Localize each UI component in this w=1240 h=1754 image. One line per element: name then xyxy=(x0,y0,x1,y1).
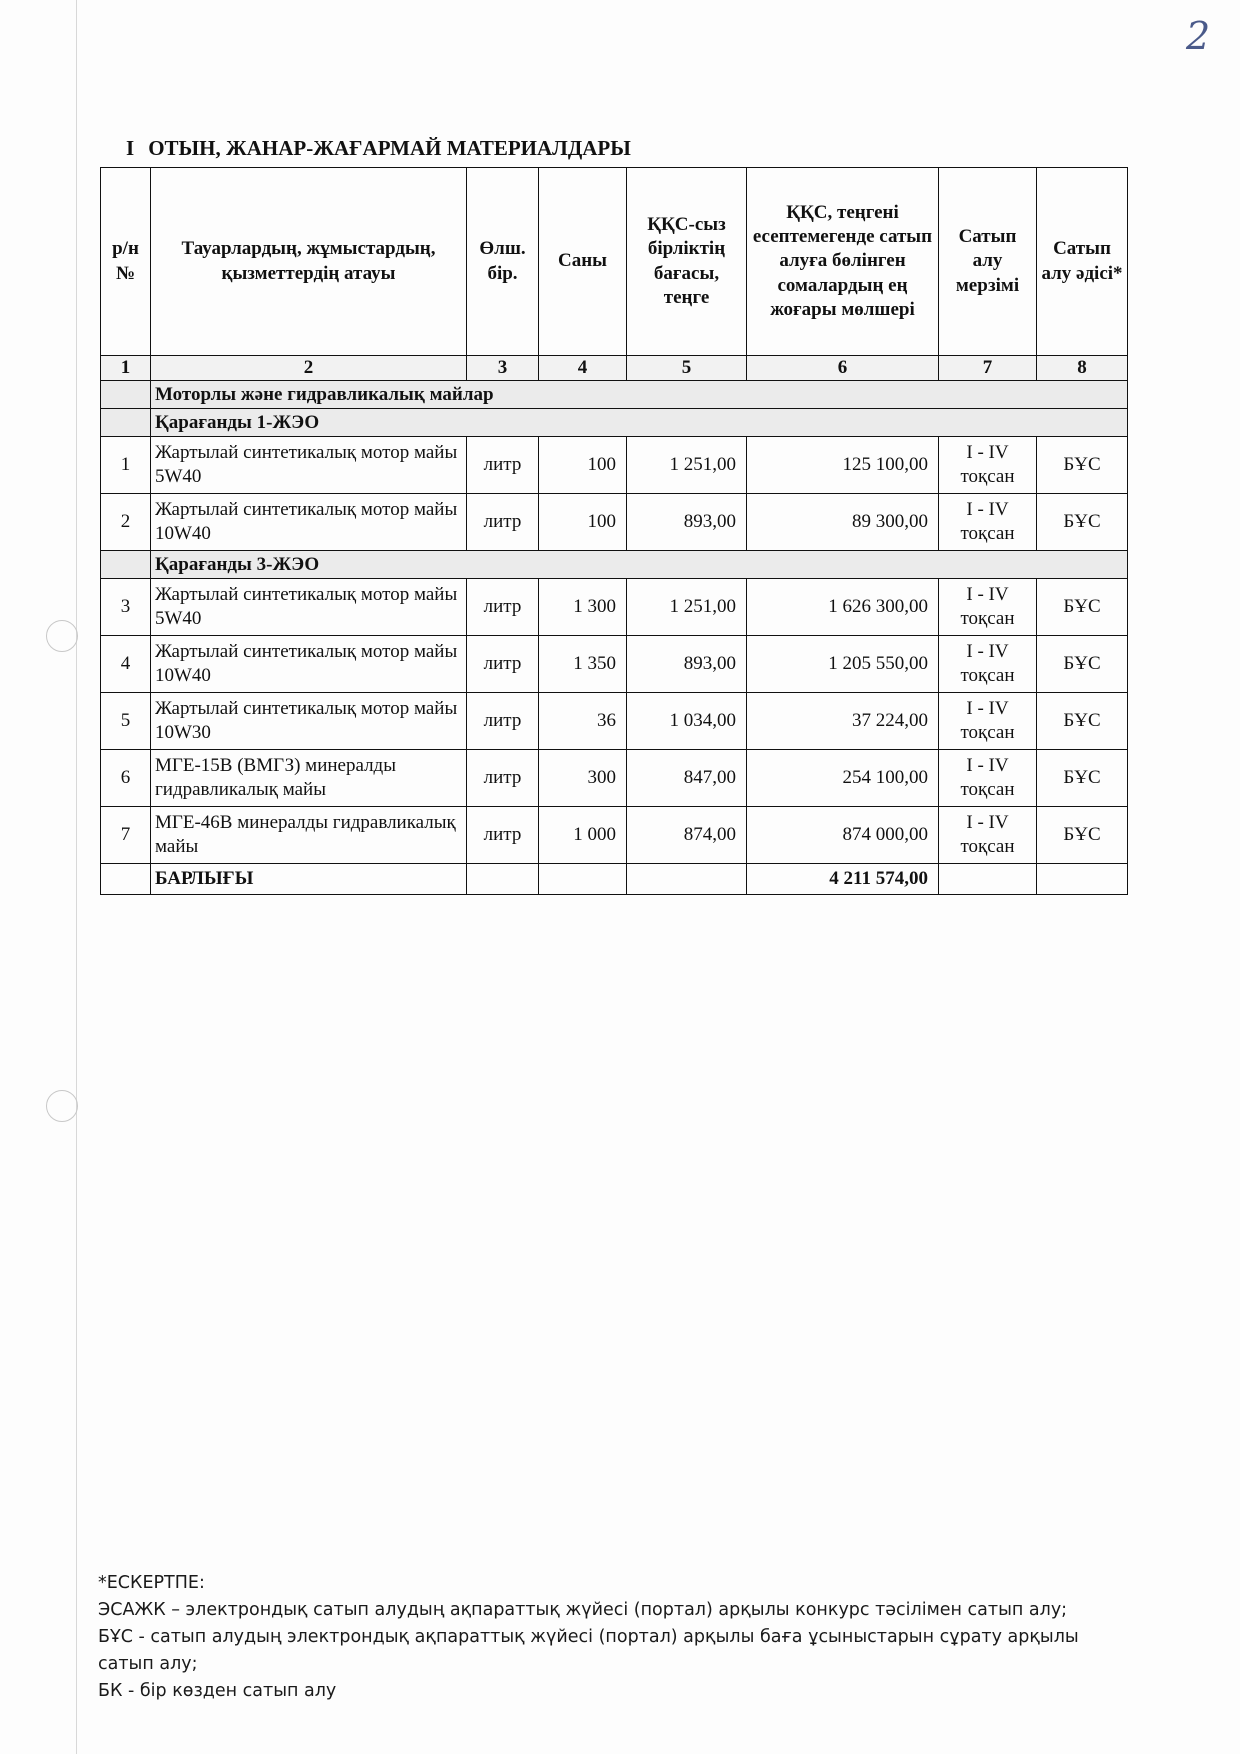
total-label: БАРЛЫҒЫ xyxy=(151,864,467,895)
column-number: 2 xyxy=(151,356,467,381)
row-number: 7 xyxy=(101,807,151,864)
amount-cell: 89 300,00 xyxy=(747,494,939,551)
table-header-row xyxy=(101,168,1128,356)
procurement-period-cell: I - IV тоқсан xyxy=(939,579,1037,636)
item-name: Жартылай синтетикалық мотор майы 5W40 xyxy=(151,437,467,494)
procurement-period-cell: I - IV тоқсан xyxy=(939,494,1037,551)
header-cell: Өлш. бір. xyxy=(467,168,539,356)
unit-price-cell: 847,00 xyxy=(627,750,747,807)
footnote-line: БК - бір көзден сатып алу xyxy=(98,1681,337,1701)
row-number: 5 xyxy=(101,693,151,750)
column-number: 3 xyxy=(467,356,539,381)
quantity-cell: 300 xyxy=(539,750,627,807)
footnote-line: ЭСАЖК – электрондық сатып алудың ақпараттық жүйесі (портал) арқылы конкурс тәсілімен сатып алу; xyxy=(98,1600,1068,1620)
group-label: Қарағанды 1-ЖЭО xyxy=(151,409,1128,437)
unit-price-cell: 1 251,00 xyxy=(627,437,747,494)
amount-cell: 874 000,00 xyxy=(747,807,939,864)
total-empty-cell xyxy=(1037,864,1128,895)
column-number: 1 xyxy=(101,356,151,381)
punch-hole-icon xyxy=(46,620,78,652)
column-number: 4 xyxy=(539,356,627,381)
table-body xyxy=(101,381,1128,895)
procurement-method-cell: БҰС xyxy=(1037,636,1128,693)
table-row xyxy=(101,636,1128,693)
table-row xyxy=(101,494,1128,551)
column-number: 5 xyxy=(627,356,747,381)
procurement-period-cell: I - IV тоқсан xyxy=(939,636,1037,693)
header-cell: Сатып алу әдісі* xyxy=(1037,168,1128,356)
quantity-cell: 1 300 xyxy=(539,579,627,636)
amount-cell: 125 100,00 xyxy=(747,437,939,494)
total-empty-cell xyxy=(467,864,539,895)
header-cell: Сатып алу мерзімі xyxy=(939,168,1037,356)
group-row xyxy=(101,551,1128,579)
unit-cell: литр xyxy=(467,750,539,807)
item-name: Жартылай синтетикалық мотор майы 5W40 xyxy=(151,579,467,636)
row-number: 4 xyxy=(101,636,151,693)
total-row xyxy=(101,864,1128,895)
footnote xyxy=(98,1570,1098,1705)
footnote-title: *ЕСКЕРТПЕ: xyxy=(98,1573,205,1593)
procurement-method-cell: БҰС xyxy=(1037,437,1128,494)
quantity-cell: 100 xyxy=(539,494,627,551)
page-margin-line xyxy=(76,0,77,1754)
total-empty-cell xyxy=(939,864,1037,895)
group-label: Қарағанды 3-ЖЭО xyxy=(151,551,1128,579)
header-cell: р/н № xyxy=(101,168,151,356)
category-row xyxy=(101,381,1128,409)
row-number: 3 xyxy=(101,579,151,636)
unit-cell: литр xyxy=(467,579,539,636)
procurement-method-cell: БҰС xyxy=(1037,750,1128,807)
unit-price-cell: 893,00 xyxy=(627,636,747,693)
amount-cell: 1 205 550,00 xyxy=(747,636,939,693)
item-name: Жартылай синтетикалық мотор майы 10W30 xyxy=(151,693,467,750)
unit-price-cell: 1 034,00 xyxy=(627,693,747,750)
unit-cell: литр xyxy=(467,437,539,494)
procurement-period-cell: I - IV тоқсан xyxy=(939,437,1037,494)
footnote-line: БҰС - сатып алудың электрондық ақпараттық жүйесі (портал) арқылы баға ұсыныстарын сұрату арқылы сатып алу; xyxy=(98,1627,1079,1674)
group-row xyxy=(101,409,1128,437)
item-name: МГЕ-15В (ВМГЗ) минералды гидравликалық майы xyxy=(151,750,467,807)
header-cell: ҚҚС, теңгені есептемегенде сатып алуға бөлінген сомалардың ең жоғары мөлшері xyxy=(747,168,939,356)
column-number: 7 xyxy=(939,356,1037,381)
quantity-cell: 100 xyxy=(539,437,627,494)
unit-cell: литр xyxy=(467,494,539,551)
section-title-text: ОТЫН, ЖАНАР-ЖАҒАРМАЙ МАТЕРИАЛДАРЫ xyxy=(148,136,631,160)
section-number: I xyxy=(126,136,135,160)
punch-hole-icon xyxy=(46,1090,78,1122)
group-spacer-cell xyxy=(101,551,151,579)
procurement-table xyxy=(100,167,1128,895)
row-number: 6 xyxy=(101,750,151,807)
procurement-period-cell: I - IV тоқсан xyxy=(939,750,1037,807)
header-cell: ҚҚС-сыз бірліктің бағасы, теңге xyxy=(627,168,747,356)
procurement-method-cell: БҰС xyxy=(1037,693,1128,750)
item-name: МГЕ-46В минералды гидравликалық майы xyxy=(151,807,467,864)
handwritten-page-number: 2 xyxy=(1186,14,1211,58)
row-number: 1 xyxy=(101,437,151,494)
item-name: Жартылай синтетикалық мотор майы 10W40 xyxy=(151,636,467,693)
unit-price-cell: 1 251,00 xyxy=(627,579,747,636)
unit-cell: литр xyxy=(467,693,539,750)
quantity-cell: 36 xyxy=(539,693,627,750)
item-name: Жартылай синтетикалық мотор майы 10W40 xyxy=(151,494,467,551)
table-row xyxy=(101,579,1128,636)
column-number: 6 xyxy=(747,356,939,381)
column-number: 8 xyxy=(1037,356,1128,381)
quantity-cell: 1 000 xyxy=(539,807,627,864)
procurement-period-cell: I - IV тоқсан xyxy=(939,693,1037,750)
category-label: Моторлы және гидравликалық майлар xyxy=(151,381,1128,409)
table-row xyxy=(101,807,1128,864)
total-empty-cell xyxy=(539,864,627,895)
amount-cell: 37 224,00 xyxy=(747,693,939,750)
total-amount: 4 211 574,00 xyxy=(747,864,939,895)
unit-price-cell: 893,00 xyxy=(627,494,747,551)
procurement-period-cell: I - IV тоқсан xyxy=(939,807,1037,864)
procurement-method-cell: БҰС xyxy=(1037,579,1128,636)
unit-price-cell: 874,00 xyxy=(627,807,747,864)
amount-cell: 254 100,00 xyxy=(747,750,939,807)
section-title xyxy=(126,136,631,161)
procurement-method-cell: БҰС xyxy=(1037,494,1128,551)
header-cell: Саны xyxy=(539,168,627,356)
column-number-row xyxy=(101,356,1128,381)
quantity-cell: 1 350 xyxy=(539,636,627,693)
header-cell: Тауарлардың, жұмыстардың, қызметтердің атауы xyxy=(151,168,467,356)
total-empty-cell xyxy=(101,864,151,895)
table-row xyxy=(101,437,1128,494)
total-empty-cell xyxy=(627,864,747,895)
row-number: 2 xyxy=(101,494,151,551)
unit-cell: литр xyxy=(467,636,539,693)
table-row xyxy=(101,693,1128,750)
amount-cell: 1 626 300,00 xyxy=(747,579,939,636)
table-row xyxy=(101,750,1128,807)
procurement-method-cell: БҰС xyxy=(1037,807,1128,864)
group-spacer-cell xyxy=(101,409,151,437)
unit-cell: литр xyxy=(467,807,539,864)
